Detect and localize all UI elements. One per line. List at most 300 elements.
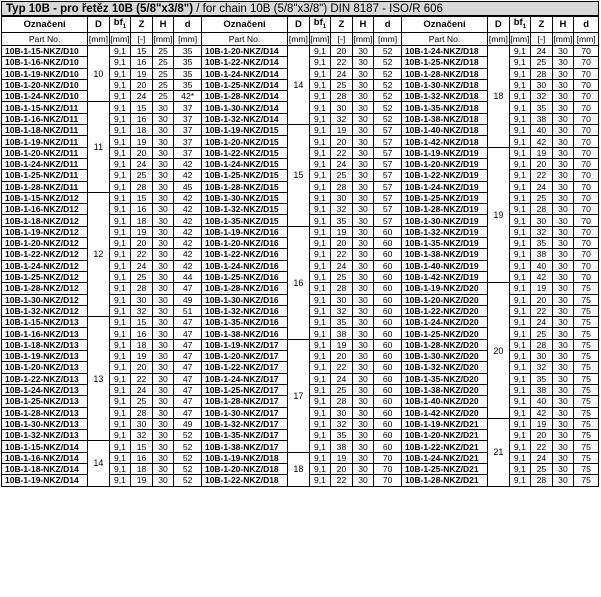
teeth-count: 24 — [331, 373, 353, 384]
part-number: 10B-1-28-NKZ/D13 — [2, 407, 88, 418]
part-number: 10B-1-24-NKZ/D16 — [201, 260, 287, 271]
hub-length: 30 — [552, 384, 574, 395]
part-number: 10B-1-28-NKZ/D18 — [401, 68, 487, 79]
hub-diameter: 57 — [374, 170, 402, 181]
hub-diameter: 45 — [174, 181, 202, 192]
width-bf1: 9,1 — [109, 215, 131, 226]
teeth-count: 28 — [131, 181, 153, 192]
teeth-count: 22 — [131, 249, 153, 260]
hub-diameter: 52 — [374, 113, 402, 124]
hub-diameter: 70 — [574, 46, 599, 57]
hub-length: 30 — [552, 305, 574, 316]
part-number: 10B-1-19-NKZ/D19 — [401, 147, 487, 158]
teeth-count: 24 — [131, 158, 153, 169]
teeth-count: 15 — [131, 192, 153, 203]
part-number: 10B-1-19-NKZ/D15 — [201, 125, 287, 136]
teeth-count: 28 — [131, 407, 153, 418]
part-number: 10B-1-16-NKZ/D10 — [2, 57, 88, 68]
hub-length: 30 — [552, 260, 574, 271]
hub-length: 30 — [352, 113, 374, 124]
width-bf1: 9,1 — [109, 305, 131, 316]
hub-length: 30 — [152, 170, 174, 181]
hub-diameter: 57 — [374, 136, 402, 147]
bore-diameter: 18 — [288, 452, 310, 486]
hub-length: 30 — [352, 147, 374, 158]
width-bf1: 9,1 — [509, 294, 531, 305]
width-bf1: 9,1 — [309, 57, 331, 68]
teeth-count: 35 — [531, 373, 553, 384]
bore-diameter: 20 — [488, 283, 510, 419]
part-number: 10B-1-15-NKZ/D12 — [2, 192, 88, 203]
hub-diameter: 52 — [174, 475, 202, 486]
hub-length: 30 — [552, 57, 574, 68]
width-bf1: 9,1 — [309, 283, 331, 294]
hub-diameter: 37 — [174, 102, 202, 113]
hub-length: 30 — [152, 238, 174, 249]
hub-length: 30 — [352, 384, 374, 395]
bore-diameter: 19 — [488, 147, 510, 283]
unit-mm: [mm] — [510, 34, 530, 44]
teeth-count: 25 — [131, 170, 153, 181]
part-number: 10B-1-28-NKZ/D12 — [2, 283, 88, 294]
hub-length: 25 — [152, 79, 174, 90]
teeth-count: 16 — [131, 328, 153, 339]
part-number: 10B-1-25-NKZ/D19 — [401, 192, 487, 203]
hub-length: 30 — [152, 452, 174, 463]
hub-length: 30 — [152, 407, 174, 418]
part-number: 10B-1-16-NKZ/D12 — [2, 204, 88, 215]
hub-length: 30 — [352, 215, 374, 226]
part-number: 10B-1-38-NKZ/D17 — [201, 441, 287, 452]
header-bf-sub: 1 — [322, 23, 327, 30]
part-number: 10B-1-18-NKZ/D12 — [2, 215, 88, 226]
teeth-count: 25 — [531, 192, 553, 203]
width-bf1: 9,1 — [309, 294, 331, 305]
hub-diameter: 70 — [374, 463, 402, 474]
hub-length: 30 — [352, 452, 374, 463]
bore-diameter: 13 — [88, 317, 110, 441]
width-bf1: 9,1 — [109, 362, 131, 373]
teeth-count: 35 — [331, 430, 353, 441]
unit-mm: [mm] — [374, 33, 402, 46]
hub-diameter: 49 — [174, 418, 202, 429]
header-d: d — [574, 17, 599, 33]
hub-length: 30 — [152, 317, 174, 328]
bore-diameter: 14 — [288, 46, 310, 125]
hub-length: 30 — [152, 328, 174, 339]
teeth-count: 20 — [531, 294, 553, 305]
hub-diameter: 70 — [574, 271, 599, 282]
hub-length: 30 — [352, 305, 374, 316]
teeth-count: 19 — [531, 283, 553, 294]
width-bf1: 9,1 — [509, 204, 531, 215]
width-bf1: 9,1 — [509, 463, 531, 474]
part-number: 10B-1-30-NKZ/D15 — [201, 192, 287, 203]
hub-diameter: 47 — [174, 396, 202, 407]
width-bf1: 9,1 — [509, 418, 531, 429]
part-number: 10B-1-15-NKZ/D14 — [2, 441, 88, 452]
part-number: 10B-1-16-NKZ/D13 — [2, 328, 88, 339]
title-bold: Typ 10B - pro řetěz 10B (5/8"x3/8") — [6, 3, 194, 15]
teeth-count: 19 — [131, 475, 153, 486]
hub-diameter: 70 — [574, 113, 599, 124]
width-bf1: 9,1 — [109, 463, 131, 474]
hub-length: 30 — [352, 463, 374, 474]
teeth-count: 42 — [531, 407, 553, 418]
part-number: 10B-1-20-NKZ/D13 — [2, 362, 88, 373]
hub-diameter: 47 — [174, 339, 202, 350]
part-number: 10B-1-25-NKZ/D11 — [2, 170, 88, 181]
hub-length: 30 — [352, 339, 374, 350]
hub-diameter: 47 — [174, 373, 202, 384]
part-number: 10B-1-20-NKZ/D21 — [401, 430, 487, 441]
header-Z: Z — [131, 17, 153, 33]
teeth-count: 38 — [531, 113, 553, 124]
part-number: 10B-1-28-NKZ/D21 — [401, 475, 487, 486]
teeth-count: 24 — [531, 452, 553, 463]
hub-length: 30 — [552, 271, 574, 282]
part-number: 10B-1-38-NKZ/D16 — [201, 328, 287, 339]
width-bf1: 9,1 — [509, 68, 531, 79]
part-number: 10B-1-22-NKZ/D20 — [401, 305, 487, 316]
hub-diameter: 37 — [174, 147, 202, 158]
hub-diameter: 75 — [574, 475, 599, 486]
hub-diameter: 35 — [174, 79, 202, 90]
teeth-count: 28 — [331, 181, 353, 192]
part-number: 10B-1-32-NKZ/D18 — [401, 91, 487, 102]
width-bf1: 9,1 — [309, 102, 331, 113]
hub-length: 30 — [352, 283, 374, 294]
hub-diameter: 75 — [574, 328, 599, 339]
bore-diameter: 14 — [88, 441, 110, 486]
teeth-count: 35 — [331, 215, 353, 226]
hub-diameter: 60 — [374, 328, 402, 339]
part-number: 10B-1-20-NKZ/D16 — [201, 238, 287, 249]
header-row-units — [2, 33, 599, 46]
header-Z: Z — [331, 17, 353, 33]
part-number: 10B-1-25-NKZ/D13 — [2, 396, 88, 407]
part-number: 10B-1-25-NKZ/D21 — [401, 463, 487, 474]
width-bf1: 9,1 — [309, 430, 331, 441]
teeth-count: 25 — [531, 463, 553, 474]
hub-diameter: 60 — [374, 384, 402, 395]
hub-diameter: 75 — [574, 339, 599, 350]
hub-diameter: 42 — [174, 260, 202, 271]
hub-length: 30 — [552, 147, 574, 158]
width-bf1: 9,1 — [109, 328, 131, 339]
part-number: 10B-1-24-NKZ/D13 — [2, 384, 88, 395]
unit-unitless: [-] — [531, 33, 553, 46]
teeth-count: 24 — [531, 317, 553, 328]
part-number: 10B-1-20-NKZ/D15 — [201, 136, 287, 147]
hub-length: 30 — [152, 260, 174, 271]
width-bf1: 9,1 — [109, 249, 131, 260]
hub-length: 30 — [552, 317, 574, 328]
hub-diameter: 75 — [574, 463, 599, 474]
part-number: 10B-1-32-NKZ/D16 — [201, 305, 287, 316]
teeth-count: 20 — [331, 238, 353, 249]
part-number: 10B-1-35-NKZ/D17 — [201, 430, 287, 441]
width-bf1: 9,1 — [509, 158, 531, 169]
part-number: 10B-1-24-NKZ/D21 — [401, 452, 487, 463]
width-bf1: 9,1 — [109, 351, 131, 362]
header-H: H — [352, 17, 374, 33]
part-number: 10B-1-18-NKZ/D14 — [2, 463, 88, 474]
hub-length: 30 — [152, 204, 174, 215]
width-bf1: 9,1 — [509, 113, 531, 124]
teeth-count: 24 — [131, 91, 153, 102]
unit-mm: [mm] — [353, 34, 373, 44]
header-oznaceni: Označení — [201, 17, 287, 33]
hub-length: 30 — [552, 68, 574, 79]
part-number: 10B-1-42-NKZ/D18 — [401, 136, 487, 147]
teeth-count: 25 — [531, 57, 553, 68]
hub-diameter: 60 — [374, 317, 402, 328]
bore-diameter: 18 — [488, 46, 510, 148]
hub-diameter: 47 — [174, 351, 202, 362]
hub-diameter: 75 — [574, 362, 599, 373]
teeth-count: 22 — [331, 147, 353, 158]
hub-length: 30 — [152, 418, 174, 429]
teeth-count: 38 — [531, 249, 553, 260]
hub-diameter: 70 — [574, 79, 599, 90]
width-bf1: 9,1 — [309, 452, 331, 463]
hub-diameter: 52 — [174, 463, 202, 474]
header-D: D — [288, 17, 310, 33]
teeth-count: 32 — [331, 305, 353, 316]
bore-diameter: 10 — [88, 46, 110, 102]
hub-diameter: 57 — [374, 215, 402, 226]
width-bf1: 9,1 — [509, 305, 531, 316]
part-number: 10B-1-20-NKZ/D20 — [401, 294, 487, 305]
teeth-count: 25 — [331, 79, 353, 90]
teeth-count: 28 — [331, 283, 353, 294]
unit-mm: [mm] — [553, 34, 573, 44]
hub-length: 30 — [552, 452, 574, 463]
hub-length: 30 — [152, 305, 174, 316]
part-number: 10B-1-28-NKZ/D16 — [201, 283, 287, 294]
part-number: 10B-1-22-NKZ/D18 — [201, 475, 287, 486]
hub-length: 30 — [152, 283, 174, 294]
header-Z: Z — [531, 17, 553, 33]
teeth-count: 25 — [131, 396, 153, 407]
header-bf-sub: 1 — [522, 23, 527, 30]
part-number: 10B-1-30-NKZ/D14 — [201, 102, 287, 113]
hub-diameter: 37 — [174, 136, 202, 147]
hub-length: 30 — [352, 226, 374, 237]
header-bf-text: bf — [513, 16, 523, 28]
width-bf1: 9,1 — [109, 46, 131, 57]
part-number: 10B-1-28-NKZ/D15 — [201, 181, 287, 192]
teeth-count: 30 — [331, 192, 353, 203]
hub-length: 30 — [152, 463, 174, 474]
bore-diameter: 17 — [288, 339, 310, 452]
hub-length: 30 — [152, 113, 174, 124]
part-number: 10B-1-25-NKZ/D18 — [401, 57, 487, 68]
teeth-count: 24 — [531, 181, 553, 192]
hub-diameter: 60 — [374, 418, 402, 429]
hub-length: 30 — [552, 362, 574, 373]
header-bf-text: bf — [313, 16, 323, 28]
hub-diameter: 42 — [174, 158, 202, 169]
width-bf1: 9,1 — [109, 192, 131, 203]
product-table — [1, 16, 599, 487]
hub-length: 30 — [352, 475, 374, 486]
table-body — [2, 46, 599, 487]
unit-mm: [mm] — [488, 34, 508, 44]
part-number: 10B-1-19-NKZ/D21 — [401, 418, 487, 429]
width-bf1: 9,1 — [109, 294, 131, 305]
hub-diameter: 70 — [374, 475, 402, 486]
hub-length: 30 — [152, 215, 174, 226]
hub-diameter: 51 — [174, 305, 202, 316]
hub-diameter: 52 — [174, 452, 202, 463]
part-number: 10B-1-25-NKZ/D17 — [201, 384, 287, 395]
hub-length: 30 — [352, 396, 374, 407]
hub-length: 30 — [552, 351, 574, 362]
teeth-count: 32 — [131, 305, 153, 316]
hub-length: 30 — [552, 215, 574, 226]
width-bf1: 9,1 — [509, 339, 531, 350]
teeth-count: 19 — [131, 68, 153, 79]
teeth-count: 20 — [331, 463, 353, 474]
hub-length: 30 — [152, 158, 174, 169]
teeth-count: 22 — [331, 362, 353, 373]
width-bf1: 9,1 — [309, 249, 331, 260]
hub-length: 30 — [352, 407, 374, 418]
unit-mm: [mm] — [288, 34, 308, 44]
teeth-count: 40 — [531, 396, 553, 407]
hub-length: 30 — [352, 158, 374, 169]
hub-diameter: 44 — [174, 271, 202, 282]
teeth-count: 22 — [131, 373, 153, 384]
width-bf1: 9,1 — [109, 283, 131, 294]
width-bf1: 9,1 — [309, 362, 331, 373]
hub-length: 30 — [552, 396, 574, 407]
hub-diameter: 75 — [574, 373, 599, 384]
part-number: 10B-1-15-NKZ/D11 — [2, 102, 88, 113]
part-number: 10B-1-19-NKZ/D14 — [2, 475, 88, 486]
width-bf1: 9,1 — [309, 113, 331, 124]
hub-diameter: 60 — [374, 271, 402, 282]
width-bf1: 9,1 — [309, 463, 331, 474]
header-bf-text: bf — [113, 16, 123, 28]
hub-diameter: 75 — [574, 305, 599, 316]
teeth-count: 32 — [331, 113, 353, 124]
hub-length: 30 — [352, 238, 374, 249]
width-bf1: 9,1 — [509, 181, 531, 192]
unit-unitless: [-] — [131, 33, 153, 46]
teeth-count: 24 — [331, 158, 353, 169]
teeth-count: 25 — [331, 271, 353, 282]
hub-length: 30 — [152, 192, 174, 203]
hub-diameter: 75 — [574, 396, 599, 407]
hub-length: 30 — [552, 170, 574, 181]
hub-diameter: 42 — [174, 226, 202, 237]
hub-diameter: 75 — [574, 407, 599, 418]
hub-diameter: 60 — [374, 305, 402, 316]
part-number: 10B-1-38-NKZ/D19 — [401, 249, 487, 260]
header-H: H — [152, 17, 174, 33]
part-number: 10B-1-32-NKZ/D19 — [401, 226, 487, 237]
hub-length: 30 — [352, 260, 374, 271]
part-number: 10B-1-25-NKZ/D12 — [2, 271, 88, 282]
teeth-count: 15 — [131, 102, 153, 113]
hub-diameter: 60 — [374, 396, 402, 407]
width-bf1: 9,1 — [109, 384, 131, 395]
width-bf1: 9,1 — [109, 317, 131, 328]
width-bf1: 9,1 — [509, 260, 531, 271]
part-number: 10B-1-25-NKZ/D15 — [201, 170, 287, 181]
width-bf1: 9,1 — [509, 317, 531, 328]
hub-diameter: 57 — [374, 158, 402, 169]
width-bf1: 9,1 — [109, 57, 131, 68]
width-bf1: 9,1 — [109, 68, 131, 79]
teeth-count: 24 — [331, 68, 353, 79]
width-bf1: 9,1 — [509, 475, 531, 486]
hub-length: 30 — [552, 125, 574, 136]
hub-diameter: 47 — [174, 407, 202, 418]
hub-length: 30 — [152, 271, 174, 282]
teeth-count: 22 — [331, 57, 353, 68]
teeth-count: 32 — [531, 226, 553, 237]
title-rest: / for chain 10B (5/8"x3/8") DIN 8187 - ISO/R 606 — [193, 3, 443, 15]
hub-length: 30 — [352, 430, 374, 441]
hub-length: 30 — [552, 407, 574, 418]
hub-length: 30 — [552, 339, 574, 350]
teeth-count: 20 — [131, 238, 153, 249]
width-bf1: 9,1 — [509, 283, 531, 294]
hub-length: 25 — [152, 68, 174, 79]
part-number: 10B-1-22-NKZ/D13 — [2, 373, 88, 384]
hub-diameter: 75 — [574, 452, 599, 463]
hub-diameter: 60 — [374, 362, 402, 373]
hub-diameter: 60 — [374, 260, 402, 271]
hub-diameter: 57 — [374, 147, 402, 158]
teeth-count: 22 — [531, 170, 553, 181]
width-bf1: 9,1 — [309, 260, 331, 271]
teeth-count: 18 — [131, 463, 153, 474]
part-number: 10B-1-30-NKZ/D19 — [401, 215, 487, 226]
bore-diameter: 16 — [288, 226, 310, 339]
header-bf — [109, 17, 131, 33]
hub-length: 30 — [152, 441, 174, 452]
width-bf1: 9,1 — [309, 407, 331, 418]
part-number: 10B-1-19-NKZ/D20 — [401, 283, 487, 294]
teeth-count: 20 — [331, 136, 353, 147]
hub-diameter: 52 — [374, 102, 402, 113]
teeth-count: 20 — [331, 46, 353, 57]
teeth-count: 22 — [531, 305, 553, 316]
hub-length: 30 — [352, 351, 374, 362]
width-bf1: 9,1 — [309, 418, 331, 429]
hub-diameter: 70 — [574, 125, 599, 136]
hub-diameter: 60 — [374, 238, 402, 249]
width-bf1: 9,1 — [109, 181, 131, 192]
teeth-count: 38 — [531, 384, 553, 395]
hub-diameter: 60 — [374, 407, 402, 418]
teeth-count: 22 — [331, 475, 353, 486]
part-number: 10B-1-25-NKZ/D20 — [401, 328, 487, 339]
hub-length: 30 — [352, 317, 374, 328]
hub-length: 30 — [352, 68, 374, 79]
hub-diameter: 75 — [574, 430, 599, 441]
width-bf1: 9,1 — [309, 317, 331, 328]
teeth-count: 15 — [131, 441, 153, 452]
header-partno: Part No. — [401, 33, 487, 46]
hub-length: 30 — [152, 294, 174, 305]
teeth-count: 32 — [331, 418, 353, 429]
